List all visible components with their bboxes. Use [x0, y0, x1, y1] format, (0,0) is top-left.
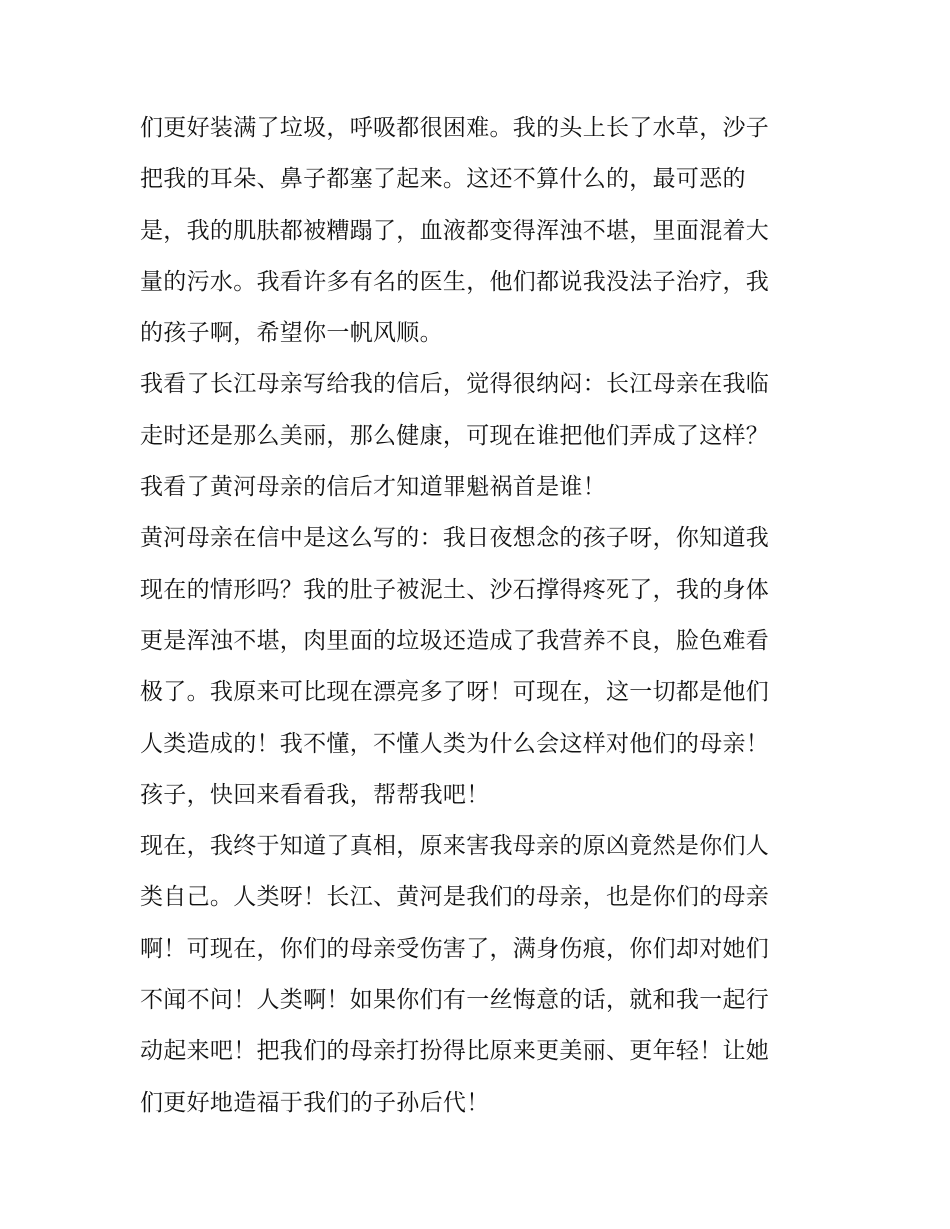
text-line: 的孩子啊，希望你一帆风顺。 [140, 320, 443, 347]
text-line: 量的污水。我看许多有名的医生，他们都说我没法子治疗，我 [140, 268, 770, 295]
text-line: 我看了长江母亲写给我的信后，觉得很纳闷：长江母亲在我临 [140, 371, 770, 398]
text-line: 动起来吧！把我们的母亲打扮得比原来更美丽、更年轻！让她 [140, 1038, 770, 1065]
text-line: 现在，我终于知道了真相，原来害我母亲的原凶竟然是你们人 [140, 833, 770, 860]
text-line: 我看了黄河母亲的信后才知道罪魁祸首是谁！ [140, 474, 606, 501]
text-line: 人类造成的！我不懂，不懂人类为什么会这样对他们的母亲！ [140, 730, 770, 757]
text-line: 黄河母亲在信中是这么写的：我日夜想念的孩子呀，你知道我 [140, 525, 770, 552]
text-line: 不闻不问！人类啊！如果你们有一丝悔意的话，就和我一起行 [140, 987, 770, 1014]
text-line: 类自己。人类呀！长江、黄河是我们的母亲，也是你们的母亲 [140, 884, 770, 911]
text-line: 们更好装满了垃圾，呼吸都很困难。我的头上长了水草，沙子 [140, 115, 770, 141]
text-line: 更是浑浊不堪，肉里面的垃圾还造成了我营养不良，脸色难看 [140, 627, 770, 654]
text-line: 走时还是那么美丽，那么健康，可现在谁把他们弄成了这样？ [140, 422, 770, 449]
text-line: 现在的情形吗？我的肚子被泥土、沙石撑得疼死了，我的身体 [140, 576, 770, 603]
text-line: 极了。我原来可比现在漂亮多了呀！可现在，这一切都是他们 [140, 679, 770, 706]
text-line: 是，我的肌肤都被糟蹋了，血液都变得浑浊不堪，里面混着大 [140, 217, 770, 244]
text-line: 啊！可现在，你们的母亲受伤害了，满身伤痕，你们却对她们 [140, 935, 770, 962]
text-line: 们更好地造福于我们的子孙后代！ [140, 1089, 490, 1116]
text-line: 把我的耳朵、鼻子都塞了起来。这还不算什么的，最可恶的 [140, 166, 746, 193]
document-body [140, 108, 820, 1134]
text-line: 孩子，快回来看看我，帮帮我吧！ [140, 781, 490, 808]
